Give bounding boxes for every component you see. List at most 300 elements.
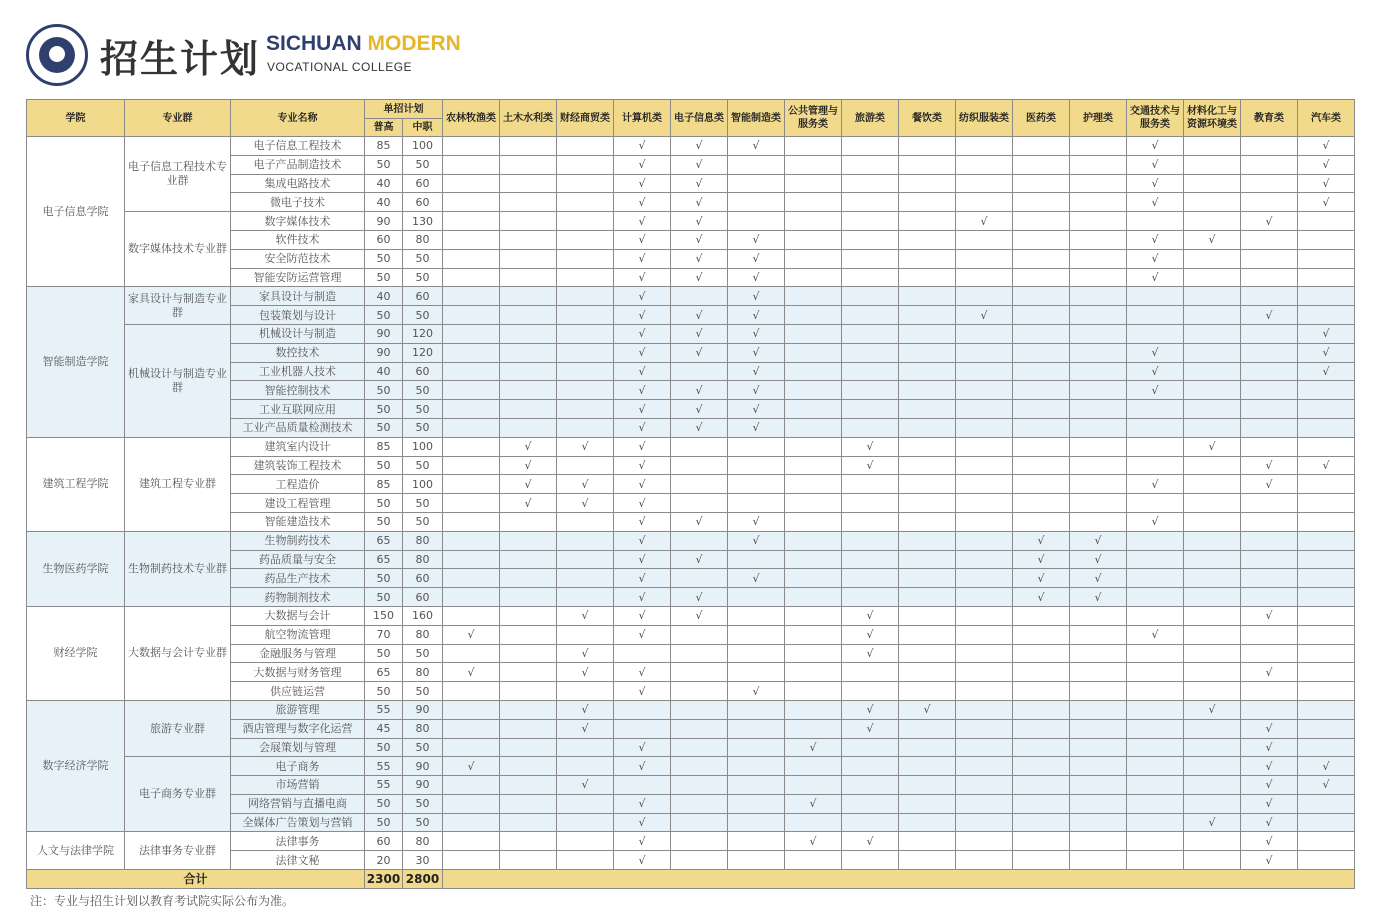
empty-cell [1184,550,1241,569]
empty-cell [899,155,956,174]
empty-cell [728,757,785,776]
empty-cell [1070,625,1127,644]
empty-cell [614,719,671,738]
empty-cell [1070,757,1127,776]
check-mark-cell: √ [557,437,614,456]
major-cell: 市场营销 [231,776,365,795]
empty-cell [785,606,842,625]
empty-cell [1013,456,1070,475]
check-mark-cell: √ [614,456,671,475]
plan-high-cell: 50 [365,456,403,475]
check-mark-cell: √ [614,531,671,550]
empty-cell [785,531,842,550]
check-mark-cell: √ [842,719,899,738]
check-mark-cell: √ [671,249,728,268]
check-mark-cell: √ [614,174,671,193]
empty-cell [671,682,728,701]
check-mark-cell: √ [1298,324,1355,343]
empty-cell [899,343,956,362]
empty-cell [899,381,956,400]
empty-cell [842,137,899,156]
plan-mid-cell: 120 [403,324,443,343]
check-mark-cell: √ [842,606,899,625]
empty-cell [1013,475,1070,494]
empty-cell [842,212,899,231]
check-mark-cell: √ [614,475,671,494]
empty-cell [1013,625,1070,644]
empty-cell [956,174,1013,193]
empty-cell [1184,381,1241,400]
empty-cell [728,794,785,813]
empty-cell [842,287,899,306]
check-mark-cell: √ [1013,550,1070,569]
empty-cell [785,682,842,701]
plan-high-cell: 65 [365,663,403,682]
empty-cell [1184,512,1241,531]
empty-cell [1241,230,1298,249]
empty-cell [785,550,842,569]
empty-cell [1127,588,1184,607]
empty-cell [557,287,614,306]
empty-cell [557,193,614,212]
check-mark-cell: √ [785,832,842,851]
check-mark-cell: √ [671,418,728,437]
empty-cell [899,832,956,851]
empty-cell [1298,400,1355,419]
empty-cell [785,757,842,776]
empty-cell [1127,494,1184,513]
empty-cell [1184,400,1241,419]
major-cell: 智能建造技术 [231,512,365,531]
empty-cell [1127,738,1184,757]
empty-cell [671,663,728,682]
plan-mid-cell: 90 [403,757,443,776]
empty-cell [443,306,500,325]
empty-cell [1013,230,1070,249]
empty-cell [1070,362,1127,381]
empty-cell [842,738,899,757]
empty-cell [728,700,785,719]
empty-cell [956,531,1013,550]
empty-cell [671,832,728,851]
plan-high-cell: 150 [365,606,403,625]
empty-cell [1298,512,1355,531]
empty-cell [1013,794,1070,813]
empty-cell [1298,550,1355,569]
empty-cell [899,550,956,569]
check-mark-cell: √ [671,268,728,287]
college-cell: 电子信息学院 [27,137,125,287]
check-mark-cell: √ [728,324,785,343]
plan-mid-cell: 80 [403,719,443,738]
empty-cell [1298,738,1355,757]
empty-cell [671,757,728,776]
header-category: 智能制造类 [728,100,785,137]
empty-cell [1013,663,1070,682]
empty-cell [1013,813,1070,832]
major-cell: 智能安防运营管理 [231,268,365,287]
empty-cell [728,550,785,569]
check-mark-cell: √ [1241,832,1298,851]
empty-cell [956,776,1013,795]
header-group: 专业群 [125,100,231,137]
empty-cell [1241,249,1298,268]
plan-high-cell: 60 [365,832,403,851]
empty-cell [1184,588,1241,607]
major-cell: 大数据与会计 [231,606,365,625]
empty-cell [785,400,842,419]
empty-cell [671,362,728,381]
empty-cell [1013,682,1070,701]
empty-cell [785,324,842,343]
empty-cell [671,813,728,832]
empty-cell [500,287,557,306]
empty-cell [1013,381,1070,400]
empty-cell [557,306,614,325]
empty-cell [899,287,956,306]
plan-mid-cell: 80 [403,550,443,569]
empty-cell [443,475,500,494]
check-mark-cell: √ [1241,456,1298,475]
empty-cell [443,418,500,437]
check-mark-cell: √ [500,456,557,475]
plan-high-cell: 50 [365,794,403,813]
empty-cell [500,418,557,437]
empty-cell [1241,550,1298,569]
empty-cell [728,193,785,212]
empty-cell [899,663,956,682]
table-row [27,437,1355,456]
empty-cell [728,625,785,644]
table-row [27,700,1355,719]
check-mark-cell: √ [842,832,899,851]
empty-cell [1241,644,1298,663]
empty-cell [1184,531,1241,550]
empty-cell [956,137,1013,156]
total-mid: 2800 [403,870,443,889]
header-plan-mid: 中职 [403,119,443,137]
plan-mid-cell: 50 [403,456,443,475]
empty-cell [956,569,1013,588]
empty-cell [899,794,956,813]
empty-cell [500,531,557,550]
empty-cell [1184,738,1241,757]
plan-high-cell: 50 [365,306,403,325]
empty-cell [1184,306,1241,325]
check-mark-cell: √ [1013,588,1070,607]
plan-high-cell: 90 [365,212,403,231]
empty-cell [1298,719,1355,738]
empty-cell [842,230,899,249]
empty-cell [1298,569,1355,588]
major-cell: 酒店管理与数字化运营 [231,719,365,738]
check-mark-cell: √ [728,268,785,287]
major-cell: 金融服务与管理 [231,644,365,663]
plan-high-cell: 50 [365,418,403,437]
empty-cell [500,155,557,174]
header-category: 计算机类 [614,100,671,137]
empty-cell [1070,306,1127,325]
check-mark-cell: √ [1127,249,1184,268]
header-plan-high: 普高 [365,119,403,137]
empty-cell [728,212,785,231]
check-mark-cell: √ [728,287,785,306]
empty-cell [785,437,842,456]
plan-high-cell: 55 [365,700,403,719]
group-cell: 建筑工程专业群 [125,437,231,531]
empty-cell [557,757,614,776]
check-mark-cell: √ [728,343,785,362]
check-mark-cell: √ [671,343,728,362]
empty-cell [842,324,899,343]
empty-cell [1070,230,1127,249]
empty-cell [1241,362,1298,381]
empty-cell [1241,700,1298,719]
plan-mid-cell: 60 [403,588,443,607]
empty-cell [557,343,614,362]
check-mark-cell: √ [728,400,785,419]
check-mark-cell: √ [614,400,671,419]
empty-cell [842,682,899,701]
check-mark-cell: √ [614,249,671,268]
empty-cell [1070,193,1127,212]
empty-cell [899,738,956,757]
major-cell: 数控技术 [231,343,365,362]
empty-cell [956,606,1013,625]
empty-cell [842,306,899,325]
table-row [27,287,1355,306]
empty-cell [785,644,842,663]
check-mark-cell: √ [614,137,671,156]
empty-cell [1298,287,1355,306]
empty-cell [1241,682,1298,701]
check-mark-cell: √ [1127,193,1184,212]
empty-cell [1127,400,1184,419]
check-mark-cell: √ [728,306,785,325]
check-mark-cell: √ [1070,531,1127,550]
check-mark-cell: √ [1013,569,1070,588]
empty-cell [785,193,842,212]
empty-cell [956,700,1013,719]
empty-cell [500,569,557,588]
check-mark-cell: √ [614,550,671,569]
major-cell: 供应链运营 [231,682,365,701]
empty-cell [671,700,728,719]
empty-cell [443,682,500,701]
empty-cell [557,851,614,870]
empty-cell [557,249,614,268]
plan-high-cell: 90 [365,343,403,362]
check-mark-cell: √ [614,512,671,531]
empty-cell [557,230,614,249]
empty-cell [785,362,842,381]
empty-cell [728,776,785,795]
empty-cell [956,813,1013,832]
empty-cell [842,381,899,400]
empty-cell [671,475,728,494]
major-cell: 法律事务 [231,832,365,851]
check-mark-cell: √ [671,212,728,231]
empty-cell [443,400,500,419]
major-cell: 工业机器人技术 [231,362,365,381]
total-filler [443,870,1355,889]
major-cell: 生物制药技术 [231,531,365,550]
check-mark-cell: √ [614,212,671,231]
table-row [27,832,1355,851]
empty-cell [443,437,500,456]
group-cell: 电子商务专业群 [125,757,231,832]
empty-cell [1070,851,1127,870]
plan-high-cell: 65 [365,550,403,569]
major-cell: 机械设计与制造 [231,324,365,343]
empty-cell [1013,249,1070,268]
empty-cell [1013,268,1070,287]
empty-cell [785,287,842,306]
empty-cell [443,268,500,287]
plan-high-cell: 50 [365,400,403,419]
check-mark-cell: √ [728,682,785,701]
empty-cell [557,400,614,419]
empty-cell [1013,719,1070,738]
check-mark-cell: √ [500,475,557,494]
empty-cell [728,719,785,738]
college-cell: 生物医药学院 [27,531,125,606]
check-mark-cell: √ [1070,569,1127,588]
plan-mid-cell: 50 [403,306,443,325]
empty-cell [557,813,614,832]
empty-cell [1013,644,1070,663]
empty-cell [557,324,614,343]
plan-high-cell: 85 [365,475,403,494]
check-mark-cell: √ [614,682,671,701]
plan-mid-cell: 60 [403,287,443,306]
empty-cell [956,851,1013,870]
major-cell: 电子产品制造技术 [231,155,365,174]
empty-cell [728,494,785,513]
check-mark-cell: √ [671,137,728,156]
empty-cell [1298,832,1355,851]
empty-cell [443,287,500,306]
empty-cell [956,230,1013,249]
empty-cell [1070,700,1127,719]
empty-cell [1184,606,1241,625]
empty-cell [1127,306,1184,325]
empty-cell [956,719,1013,738]
header-category: 护理类 [1070,100,1127,137]
empty-cell [956,456,1013,475]
empty-cell [1070,249,1127,268]
check-mark-cell: √ [671,588,728,607]
check-mark-cell: √ [557,719,614,738]
empty-cell [500,794,557,813]
plan-mid-cell: 50 [403,512,443,531]
header-category: 纺织服装类 [956,100,1013,137]
empty-cell [1298,306,1355,325]
plan-high-cell: 70 [365,625,403,644]
empty-cell [500,757,557,776]
empty-cell [1241,174,1298,193]
empty-cell [1013,212,1070,231]
empty-cell [728,174,785,193]
empty-cell [728,832,785,851]
empty-cell [728,813,785,832]
empty-cell [443,813,500,832]
empty-cell [956,418,1013,437]
check-mark-cell: √ [614,324,671,343]
empty-cell [899,588,956,607]
plan-mid-cell: 50 [403,155,443,174]
empty-cell [500,174,557,193]
empty-cell [1013,700,1070,719]
empty-cell [1070,606,1127,625]
empty-cell [500,813,557,832]
empty-cell [500,381,557,400]
empty-cell [1184,362,1241,381]
empty-cell [1127,606,1184,625]
empty-cell [785,230,842,249]
check-mark-cell: √ [1127,155,1184,174]
check-mark-cell: √ [671,400,728,419]
empty-cell [614,700,671,719]
empty-cell [842,757,899,776]
empty-cell [1241,268,1298,287]
check-mark-cell: √ [728,230,785,249]
empty-cell [1298,494,1355,513]
check-mark-cell: √ [728,531,785,550]
empty-cell [899,174,956,193]
empty-cell [1070,456,1127,475]
plan-mid-cell: 130 [403,212,443,231]
empty-cell [443,719,500,738]
check-mark-cell: √ [1241,794,1298,813]
empty-cell [500,193,557,212]
empty-cell [1184,249,1241,268]
empty-cell [1070,381,1127,400]
check-mark-cell: √ [1298,362,1355,381]
empty-cell [785,418,842,437]
check-mark-cell: √ [1298,776,1355,795]
empty-cell [956,249,1013,268]
empty-cell [842,343,899,362]
empty-cell [956,625,1013,644]
plan-mid-cell: 80 [403,663,443,682]
empty-cell [1013,362,1070,381]
empty-cell [500,738,557,757]
major-cell: 药物制剂技术 [231,588,365,607]
empty-cell [557,569,614,588]
empty-cell [899,757,956,776]
empty-cell [1298,475,1355,494]
empty-cell [1241,137,1298,156]
empty-cell [842,569,899,588]
empty-cell [785,137,842,156]
empty-cell [785,719,842,738]
check-mark-cell: √ [671,550,728,569]
check-mark-cell: √ [1241,306,1298,325]
empty-cell [728,851,785,870]
check-mark-cell: √ [500,494,557,513]
empty-cell [1127,851,1184,870]
empty-cell [443,851,500,870]
check-mark-cell: √ [728,512,785,531]
empty-cell [500,606,557,625]
empty-cell [1013,738,1070,757]
empty-cell [785,475,842,494]
empty-cell [956,832,1013,851]
empty-cell [500,306,557,325]
plan-mid-cell: 50 [403,249,443,268]
empty-cell [785,588,842,607]
